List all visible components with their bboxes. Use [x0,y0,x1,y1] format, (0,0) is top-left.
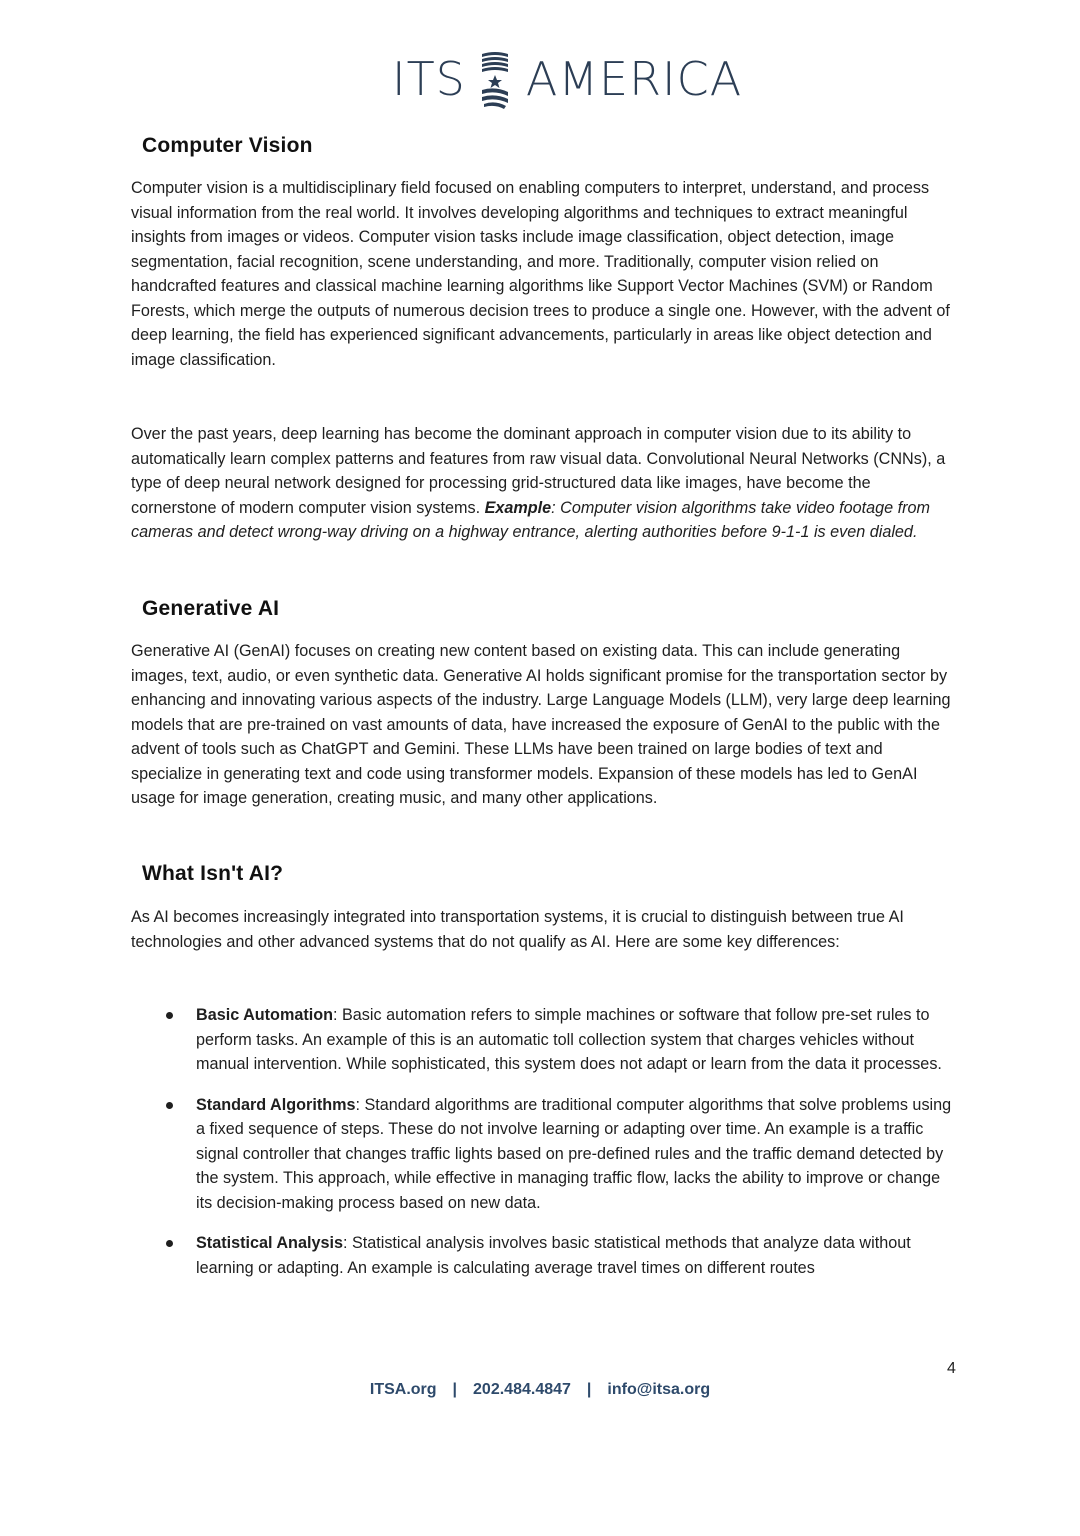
term-label: Standard Algorithms [196,1095,356,1114]
paragraph-what-isnt-ai: As AI becomes increasingly integrated into transportation systems, it is crucial to distinguish between true AI technologies and other advanced systems that do not qualify as AI. Here are some key differences: [131,908,904,951]
bullet-icon [166,1102,173,1109]
example-text: Computer vision algorithms take video footage from cameras and detect wrong-way driving on a highway entrance, alerting authorities before 9-1-1 is even dialed. [131,498,930,541]
heading-generative-ai: Generative AI [142,597,280,620]
paragraph-computer-vision-1: Computer vision is a multidisciplinary field focused on enabling computers to interpret, understand, and process visual information from the real world. It involves developing algorithms and techniques to extract meaningful insights from images or videos. Computer vision tasks include image classification, object detection, image segmentation, facial recognition, scene understanding, and more. Traditionally, computer vision relied on handcrafted features and classical machine learning algorithms like Support Vector Machines (SVM) or Random Forests, which merge the outputs of numerous decision trees to produce a single one. However, with the advent of deep learning, the field has experienced significant advancements, particularly in areas like object detection and image classification. [131,179,950,369]
heading-what-isnt-ai: What Isn't AI? [142,862,284,885]
term-description: : Statistical analysis involves basic statistical methods that analyze data without learning or adapting. An example is calculating average travel times on different routes [196,1234,911,1277]
logo-its-text: ITS [392,52,466,106]
logo-america-text: AMERICA [525,52,743,106]
term-description: : Standard algorithms are traditional computer algorithms that solve problems using a fixed sequence of steps. These do not involve learning or adapting over time. An example is a traffic signal controller that changes traffic lights based on pre-defined rules and the traffic demand detected by the system. This approach, while effective in managing traffic flow, lacks the ability to improve or change its decision-making process based on new data. [196,1095,952,1212]
paragraph-computer-vision-2 [131,422,951,545]
example-colon: : [551,498,556,517]
key-differences-list [150,1003,960,1296]
list-item-standard-algorithms [150,1093,960,1216]
its-america-logo [392,44,742,114]
page-footer [0,1381,1080,1399]
footer-separator: | [452,1381,458,1398]
paragraph-text: Over the past years, deep learning has become the dominant approach in computer vision due to its ability to automatically learn complex patterns and features from raw visual data. Convolutional Neural Networks (CNNs), a type of deep neural network designed for processing grid-structured data like images, have become the cornerstone of modern computer vision systems. [131,425,946,517]
bullet-icon [166,1240,173,1247]
page-number: 4 [947,1360,956,1377]
footer-website-link[interactable]: ITSA.org [369,1381,437,1398]
bullet-icon [166,1012,173,1019]
footer-email-link[interactable]: info@itsa.org [607,1381,711,1398]
term-label: Basic Automation [196,1006,334,1024]
term-description: : Basic automation refers to simple machines or software that follow pre-set rules to perform tasks. An example of this is an automatic toll collection system that charges vehicles without manual intervention. While sophisticated, this system does not adapt or learn from the data it processes. [196,1006,942,1073]
footer-separator: | [586,1381,592,1398]
list-item-basic-automation [150,1003,960,1077]
term-label: Statistical Analysis [196,1234,343,1252]
footer-phone[interactable]: 202.484.4847 [473,1381,571,1398]
paragraph-generative-ai: Generative AI (GenAI) focuses on creating new content based on existing data. This can include generating images, text, audio, or even synthetic data. Generative AI holds significant promise for the transportation sector by enhancing and innovating various aspects of the industry. Large Language Models (LLM), very large deep learning models that are pre-trained on vast amounts of data, have increased the exposure of GenAI to the public with the advent of tools such as ChatGPT and Gemini. These LLMs have been trained on large bodies of text and specialize in generating text and code using transformer models. Expansion of these models has led to GenAI usage for image generation, creating music, and many other applications. [131,642,951,807]
flag-star-icon [478,48,512,110]
list-item-statistical-analysis [150,1231,960,1280]
heading-computer-vision: Computer Vision [142,134,313,157]
example-label: Example [484,498,552,517]
